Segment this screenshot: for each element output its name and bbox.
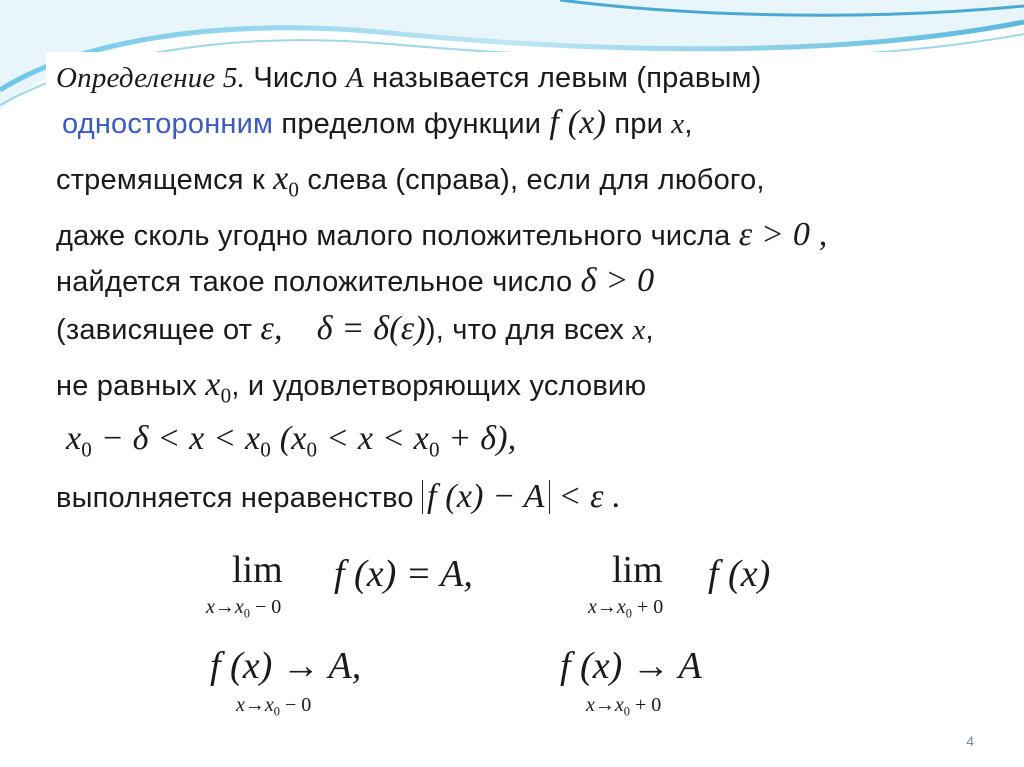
definition-line-4: даже сколь угодно малого положительного числа ε > 0 , xyxy=(56,216,828,253)
interval-condition: $x_0 - \delta < x < x_0$ $(x_0 < x < x_0 + \delta)$, xyxy=(66,420,517,462)
right-arrow-subscript: $x\to x_0 + 0$ xyxy=(586,694,662,719)
x0-symbol: $x_0$ xyxy=(273,160,300,202)
left-arrow-subscript: $x\to x_0 - 0$ xyxy=(236,694,312,719)
page-number: 4 xyxy=(966,733,974,749)
right-arrow-expression: f (x) → A xyxy=(560,645,702,687)
limit-notation-panel xyxy=(200,540,798,740)
definition-heading: Определение 5. xyxy=(56,62,246,94)
definition-line-2: односторонним пределом функции f (x) при x, xyxy=(62,104,693,141)
left-limit-subscript: $x\to x_0 - 0$ xyxy=(206,596,282,621)
delta-of-epsilon: δ = δ(ε) xyxy=(316,310,426,347)
right-limit-expression: f (x) xyxy=(708,553,771,595)
definition-line-9: выполняется неравенство f (x) − A < ε . xyxy=(56,478,622,515)
definition-line-6: (зависящее от ε, δ = δ(ε)), что для всех x, xyxy=(56,310,654,347)
absolute-value-expression: f (x) − A xyxy=(422,480,550,514)
highlighted-term: односторонним xyxy=(62,108,274,140)
left-limit-lim: lim xyxy=(232,549,283,591)
right-limit-subscript: $x\to x_0 + 0$ xyxy=(588,596,664,621)
definition-line-3: стремящемся к $x_0$ слева (справа), если для любого, xyxy=(56,160,765,202)
epsilon-condition: ε > 0 , xyxy=(738,216,828,253)
definition-line-1: Определение 5. Число A называется левым (правым) xyxy=(56,62,762,94)
delta-condition: δ > 0 xyxy=(580,262,655,299)
definition-line-5: найдется такое положительное число δ > 0 xyxy=(56,262,655,299)
left-limit-expression: f (x) = A, xyxy=(334,553,473,595)
definition-line-7: не равных $x_0$, и удовлетворяющих условию xyxy=(56,366,647,408)
left-arrow-expression: f (x) → A, xyxy=(210,645,362,687)
right-limit-lim: lim xyxy=(612,549,663,591)
function-fx: f (x) xyxy=(549,104,607,141)
